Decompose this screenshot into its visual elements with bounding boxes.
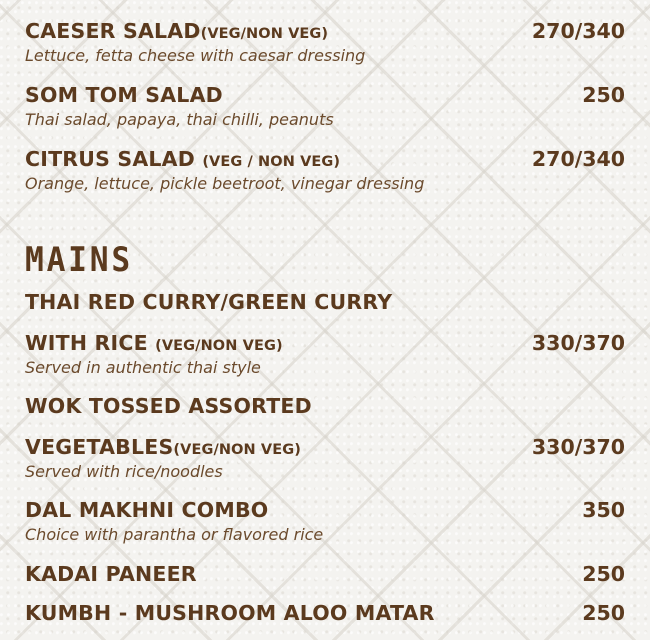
menu-item-thai-curry	[25, 290, 625, 377]
item-tag: (VEG / NON VEG)	[202, 154, 341, 170]
item-tag: (VEG/NON VEG)	[155, 338, 283, 354]
menu-item-wok-vegetables	[25, 394, 625, 481]
item-price: 330/370	[531, 331, 625, 355]
item-description: Lettuce, fetta cheese with caesar dressing	[25, 46, 366, 65]
item-name: CITRUS SALAD (VEG / NON VEG)	[25, 147, 341, 171]
item-price: 250	[582, 562, 625, 586]
item-description: Thai salad, papaya, thai chilli, peanuts	[25, 110, 334, 129]
item-tag: (VEG/NON VEG)	[200, 26, 329, 42]
item-price: 270/340	[531, 19, 625, 43]
menu-item-som-tom-salad	[25, 83, 625, 129]
menu-item-kumbh-mushroom	[25, 601, 625, 631]
menu-item-caeser-salad	[25, 19, 625, 65]
item-price: 250	[582, 601, 625, 625]
menu-item-kadai-paneer	[25, 562, 625, 592]
item-name-line1: THAI RED CURRY/GREEN CURRY	[25, 290, 393, 314]
item-name: WITH RICE (VEG/NON VEG)	[25, 331, 283, 355]
item-name-line1: WOK TOSSED ASSORTED	[25, 394, 312, 418]
item-description: Served with rice/noodles	[25, 462, 223, 481]
item-name: KUMBH - MUSHROOM ALOO MATAR	[25, 601, 435, 625]
item-description: Served in authentic thai style	[25, 358, 261, 377]
item-name: SOM TOM SALAD	[25, 83, 223, 107]
item-name: DAL MAKHNI COMBO	[25, 498, 269, 522]
item-description: Choice with parantha or flavored rice	[25, 525, 324, 544]
item-price: 250	[582, 83, 625, 107]
item-name: KADAI PANEER	[25, 562, 197, 586]
item-price: 270/340	[531, 147, 625, 171]
item-name: VEGETABLES(VEG/NON VEG)	[25, 435, 301, 459]
menu-item-citrus-salad	[25, 147, 625, 193]
item-description: Orange, lettuce, pickle beetroot, vinegar dressing	[25, 174, 425, 193]
item-name: CAESER SALAD(VEG/NON VEG)	[25, 19, 329, 43]
item-price: 330/370	[531, 435, 625, 459]
item-price: 350	[582, 498, 625, 522]
item-tag: (VEG/NON VEG)	[173, 442, 301, 458]
section-title-mains: MAINS	[25, 240, 133, 280]
menu-item-dal-makhni	[25, 498, 625, 544]
